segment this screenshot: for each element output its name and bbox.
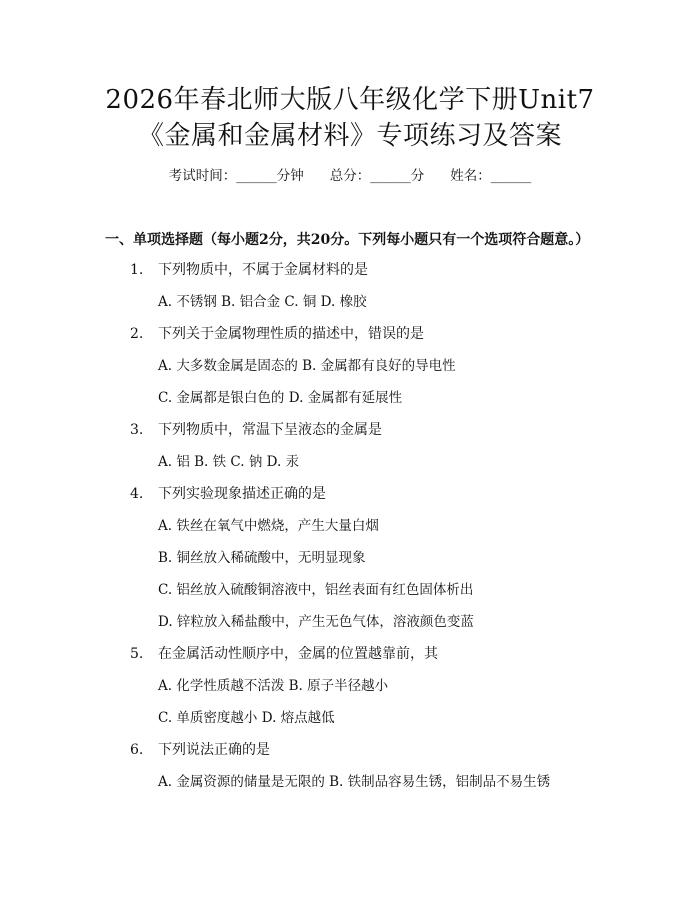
question-3 <box>130 419 382 441</box>
question-text: 在金属活动性顺序中，金属的位置越靠前，其 <box>158 646 438 662</box>
document-title-line-2: 《金属和金属材料》专项练习及答案 <box>137 121 562 151</box>
section-heading-single-choice: 一、单项选择题（每小题2分，共20分。下列每小题只有一个选项符合题意。） <box>105 232 590 248</box>
question-6-options-line-1: A. 金属资源的储量是无限的 B. 铁制品容易生锈，铝制品不易生锈 <box>158 774 551 790</box>
student-name-field: 姓名：______ <box>450 168 532 184</box>
question-text: 下列说法正确的是 <box>158 742 270 758</box>
question-number: 3. <box>130 422 144 438</box>
question-number: 2. <box>130 326 144 342</box>
exam-info-line <box>0 166 700 186</box>
question-4-option-c: C. 铝丝放入硫酸铜溶液中，铝丝表面有红色固体析出 <box>158 582 474 598</box>
question-3-options: A. 铝 B. 铁 C. 钠 D. 汞 <box>158 454 300 470</box>
question-text: 下列物质中，常温下呈液态的金属是 <box>158 422 382 438</box>
question-4 <box>130 483 326 505</box>
total-score-field: 总分：______分 <box>329 168 425 184</box>
question-2-options-line-2: C. 金属都是银白色的 D. 金属都有延展性 <box>158 390 403 406</box>
question-6 <box>130 739 270 761</box>
question-5-options-line-1: A. 化学性质越不活泼 B. 原子半径越小 <box>158 678 389 694</box>
exam-time-field: 考试时间：______分钟 <box>168 168 304 184</box>
question-4-option-b: B. 铜丝放入稀硫酸中，无明显现象 <box>158 550 366 566</box>
question-2 <box>130 323 424 345</box>
question-2-options-line-1: A. 大多数金属是固态的 B. 金属都有良好的导电性 <box>158 358 456 374</box>
question-number: 4. <box>130 486 144 502</box>
question-1 <box>130 259 368 281</box>
question-text: 下列实验现象描述正确的是 <box>158 486 326 502</box>
question-5-options-line-2: C. 单质密度越小 D. 熔点越低 <box>158 710 335 726</box>
question-4-option-a: A. 铁丝在氧气中燃烧，产生大量白烟 <box>158 518 379 534</box>
question-4-option-d: D. 锌粒放入稀盐酸中，产生无色气体，溶液颜色变蓝 <box>158 614 474 630</box>
question-5 <box>130 643 438 665</box>
question-number: 5. <box>130 646 144 662</box>
question-number: 6. <box>130 742 144 758</box>
question-1-options: A. 不锈钢 B. 铝合金 C. 铜 D. 橡胶 <box>158 294 367 310</box>
document-title-line-1: 2026年春北师大版八年级化学下册Unit7 <box>105 85 595 115</box>
question-number: 1. <box>130 262 144 278</box>
question-text: 下列物质中，不属于金属材料的是 <box>158 262 368 278</box>
question-text: 下列关于金属物理性质的描述中，错误的是 <box>158 326 424 342</box>
